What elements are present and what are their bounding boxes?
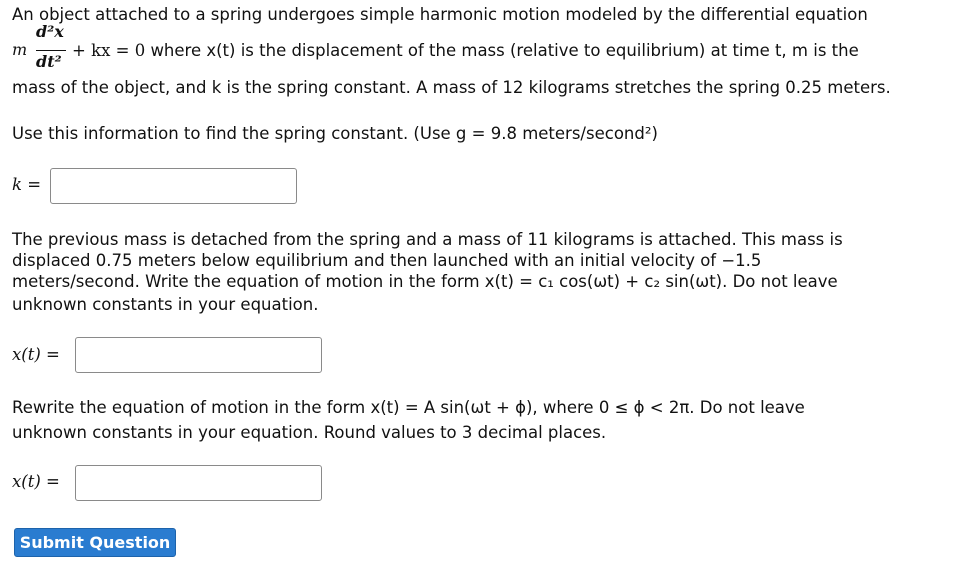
mass-variable: m: [12, 40, 28, 59]
xt-amplitude-phase-answer-input[interactable]: [75, 465, 322, 501]
q1-prompt: Use this information to find the spring constant. (Use g = 9.8 meters/second²): [12, 124, 658, 143]
intro-line-1: An object attached to a spring undergoes simple harmonic motion modeled by the differential equation: [12, 5, 868, 24]
intro-line-2-text: where x(t) is the displacement of the mass (relative to equilibrium) at time t, m is the: [150, 41, 859, 60]
q3-line-1: Rewrite the equation of motion in the form x(t) = A sin(ωt + ϕ), where 0 ≤ ϕ < 2π. Do not leave: [12, 398, 805, 417]
k-label: k =: [12, 175, 42, 194]
q2-line-1: The previous mass is detached from the spring and a mass of 11 kilograms is attached. This mass is: [12, 230, 843, 249]
fraction-denominator: dt²: [36, 52, 62, 71]
equation-remainder: + kx = 0: [72, 41, 146, 60]
xt-cos-sin-answer-input[interactable]: [75, 337, 322, 373]
xt-label-1: x(t) =: [12, 345, 60, 364]
q2-line-2: displaced 0.75 meters below equilibrium and then launched with an initial velocity of −1.5: [12, 251, 762, 270]
q3-line-2: unknown constants in your equation. Round values to 3 decimal places.: [12, 423, 607, 442]
k-answer-input[interactable]: [50, 168, 297, 204]
intro-line-2: [72, 40, 859, 62]
intro-line-3: mass of the object, and k is the spring constant. A mass of 12 kilograms stretches the spring 0.25 meters.: [12, 78, 891, 97]
fraction-numerator: d²x: [36, 22, 64, 41]
q2-line-4: unknown constants in your equation.: [12, 295, 319, 314]
submit-question-button[interactable]: Submit Question: [14, 528, 176, 557]
fraction-bar: [36, 50, 66, 51]
xt-label-2: x(t) =: [12, 472, 60, 491]
q2-line-3: meters/second. Write the equation of motion in the form x(t) = c₁ cos(ωt) + c₂ sin(ωt). Do not leave: [12, 272, 838, 291]
